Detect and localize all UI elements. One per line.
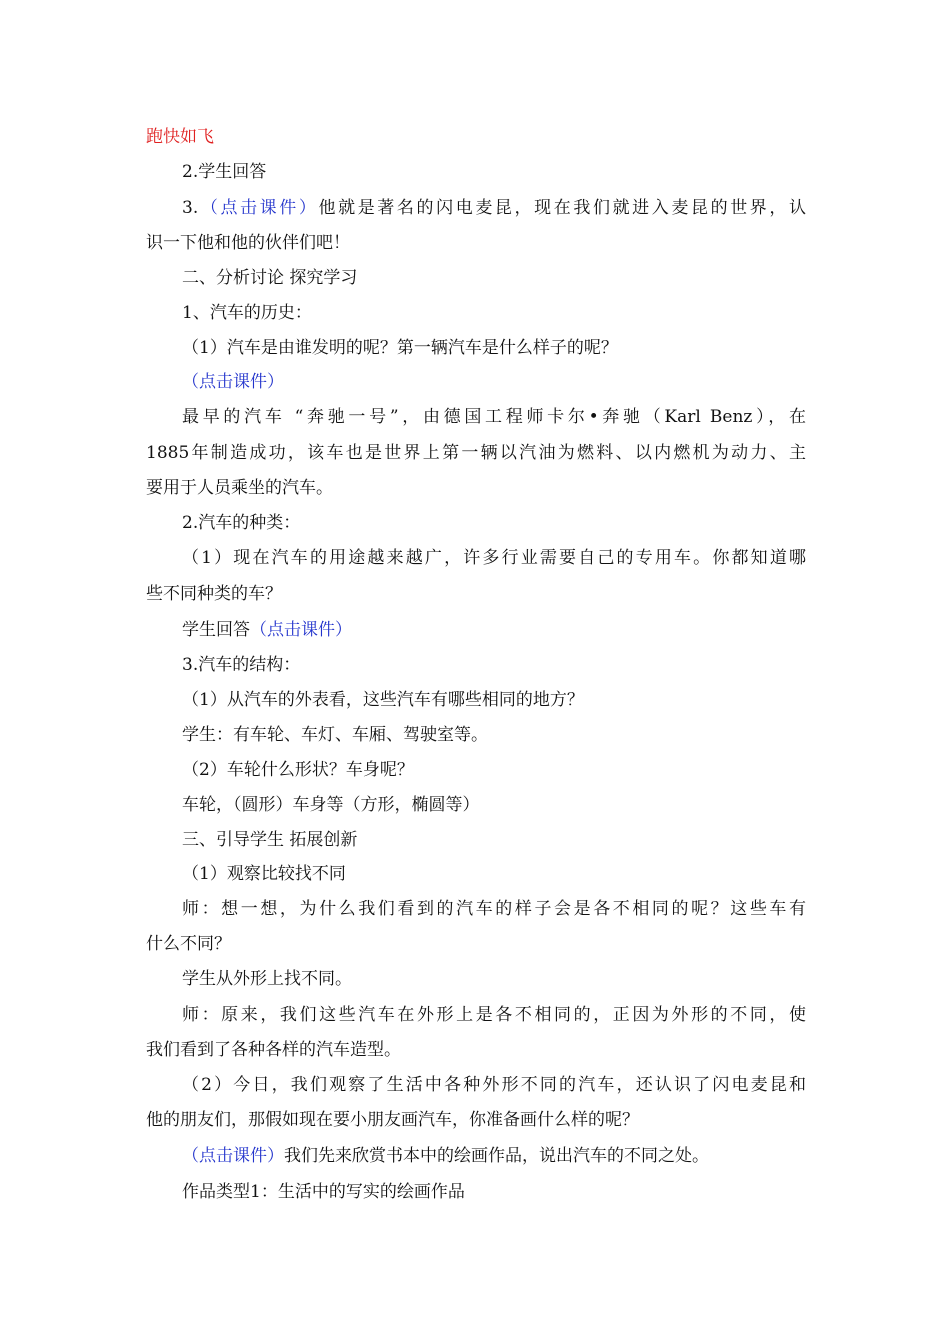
section-heading-3: 三、引导学生 拓展创新 xyxy=(182,830,358,850)
paragraph-line: 最早的汽车 “奔驰一号”，由德国工程师卡尔•奔驰（Karl Benz），在 xyxy=(182,407,806,427)
paragraph-line: 1885年制造成功，该车也是世界上第一辆以汽油为燃料、以内燃机为动力、主 xyxy=(146,443,806,463)
paragraph-line: 师：想一想，为什么我们看到的汽车的样子会是各不相同的呢？这些车有 xyxy=(182,899,806,919)
paragraph-line: 什么不同？ xyxy=(146,934,231,954)
question-line: （1）汽车是由谁发明的呢？第一辆汽车是什么样子的呢？ xyxy=(182,338,618,358)
click-courseware-note: （点击课件） xyxy=(182,1146,284,1166)
subheading-history: 1、汽车的历史： xyxy=(182,303,312,323)
paragraph-line: （1）现在汽车的用途越来越广，许多行业需要自己的专用车。你都知道哪 xyxy=(182,548,806,568)
appreciation-line xyxy=(182,1144,709,1168)
paragraph-line: 些不同种类的车？ xyxy=(146,584,282,604)
paragraph-line: 要用于人员乘坐的汽车。 xyxy=(146,478,333,498)
answer-line: 学生：有车轮、车灯、车厢、驾驶室等。 xyxy=(182,725,488,745)
paragraph-line: 学生从外形上找不同。 xyxy=(182,969,352,989)
appreciation-text: 我们先来欣赏书本中的绘画作品，说出汽车的不同之处。 xyxy=(284,1146,709,1166)
click-courseware-note: （点击课件） xyxy=(198,198,319,218)
continuation-text: 跑快如飞 xyxy=(146,127,214,147)
step-3-paragraph xyxy=(182,196,806,220)
paragraph-line: 识一下他和他的伙伴们吧！ xyxy=(146,233,350,253)
step-number: 3. xyxy=(182,198,199,218)
answer-line: 车轮，（圆形）车身等（方形，椭圆等） xyxy=(182,795,480,815)
section-heading-2: 二、分析讨论 探究学习 xyxy=(182,268,358,288)
paragraph-line: 他的朋友们，那假如现在要小朋友画汽车，你准备画什么样的呢？ xyxy=(146,1110,639,1130)
click-courseware-note: （点击课件） xyxy=(250,620,352,640)
step-line: （1）观察比较找不同 xyxy=(182,864,346,884)
paragraph-line: （2）今日，我们观察了生活中各种外形不同的汽车，还认识了闪电麦昆和 xyxy=(182,1075,806,1095)
student-answer-line xyxy=(182,618,352,642)
student-answer-text: 学生回答 xyxy=(182,620,250,640)
click-courseware-note: （点击课件） xyxy=(182,372,284,392)
step-3-text: 他就是著名的闪电麦昆，现在我们就进入麦昆的世界，认 xyxy=(318,198,807,218)
paragraph-line: 师：原来，我们这些汽车在外形上是各不相同的，正因为外形的不同，使 xyxy=(182,1005,806,1025)
subheading-structure: 3.汽车的结构： xyxy=(182,655,301,675)
paragraph-line: 我们看到了各种各样的汽车造型。 xyxy=(146,1040,401,1060)
subheading-types: 2.汽车的种类： xyxy=(182,513,301,533)
question-line: （1）从汽车的外表看，这些汽车有哪些相同的地方？ xyxy=(182,690,584,710)
step-student-answer: 2.学生回答 xyxy=(182,162,267,182)
question-line: （2）车轮什么形状？车身呢？ xyxy=(182,760,414,780)
artwork-type-line: 作品类型1：生活中的写实的绘画作品 xyxy=(182,1182,465,1202)
